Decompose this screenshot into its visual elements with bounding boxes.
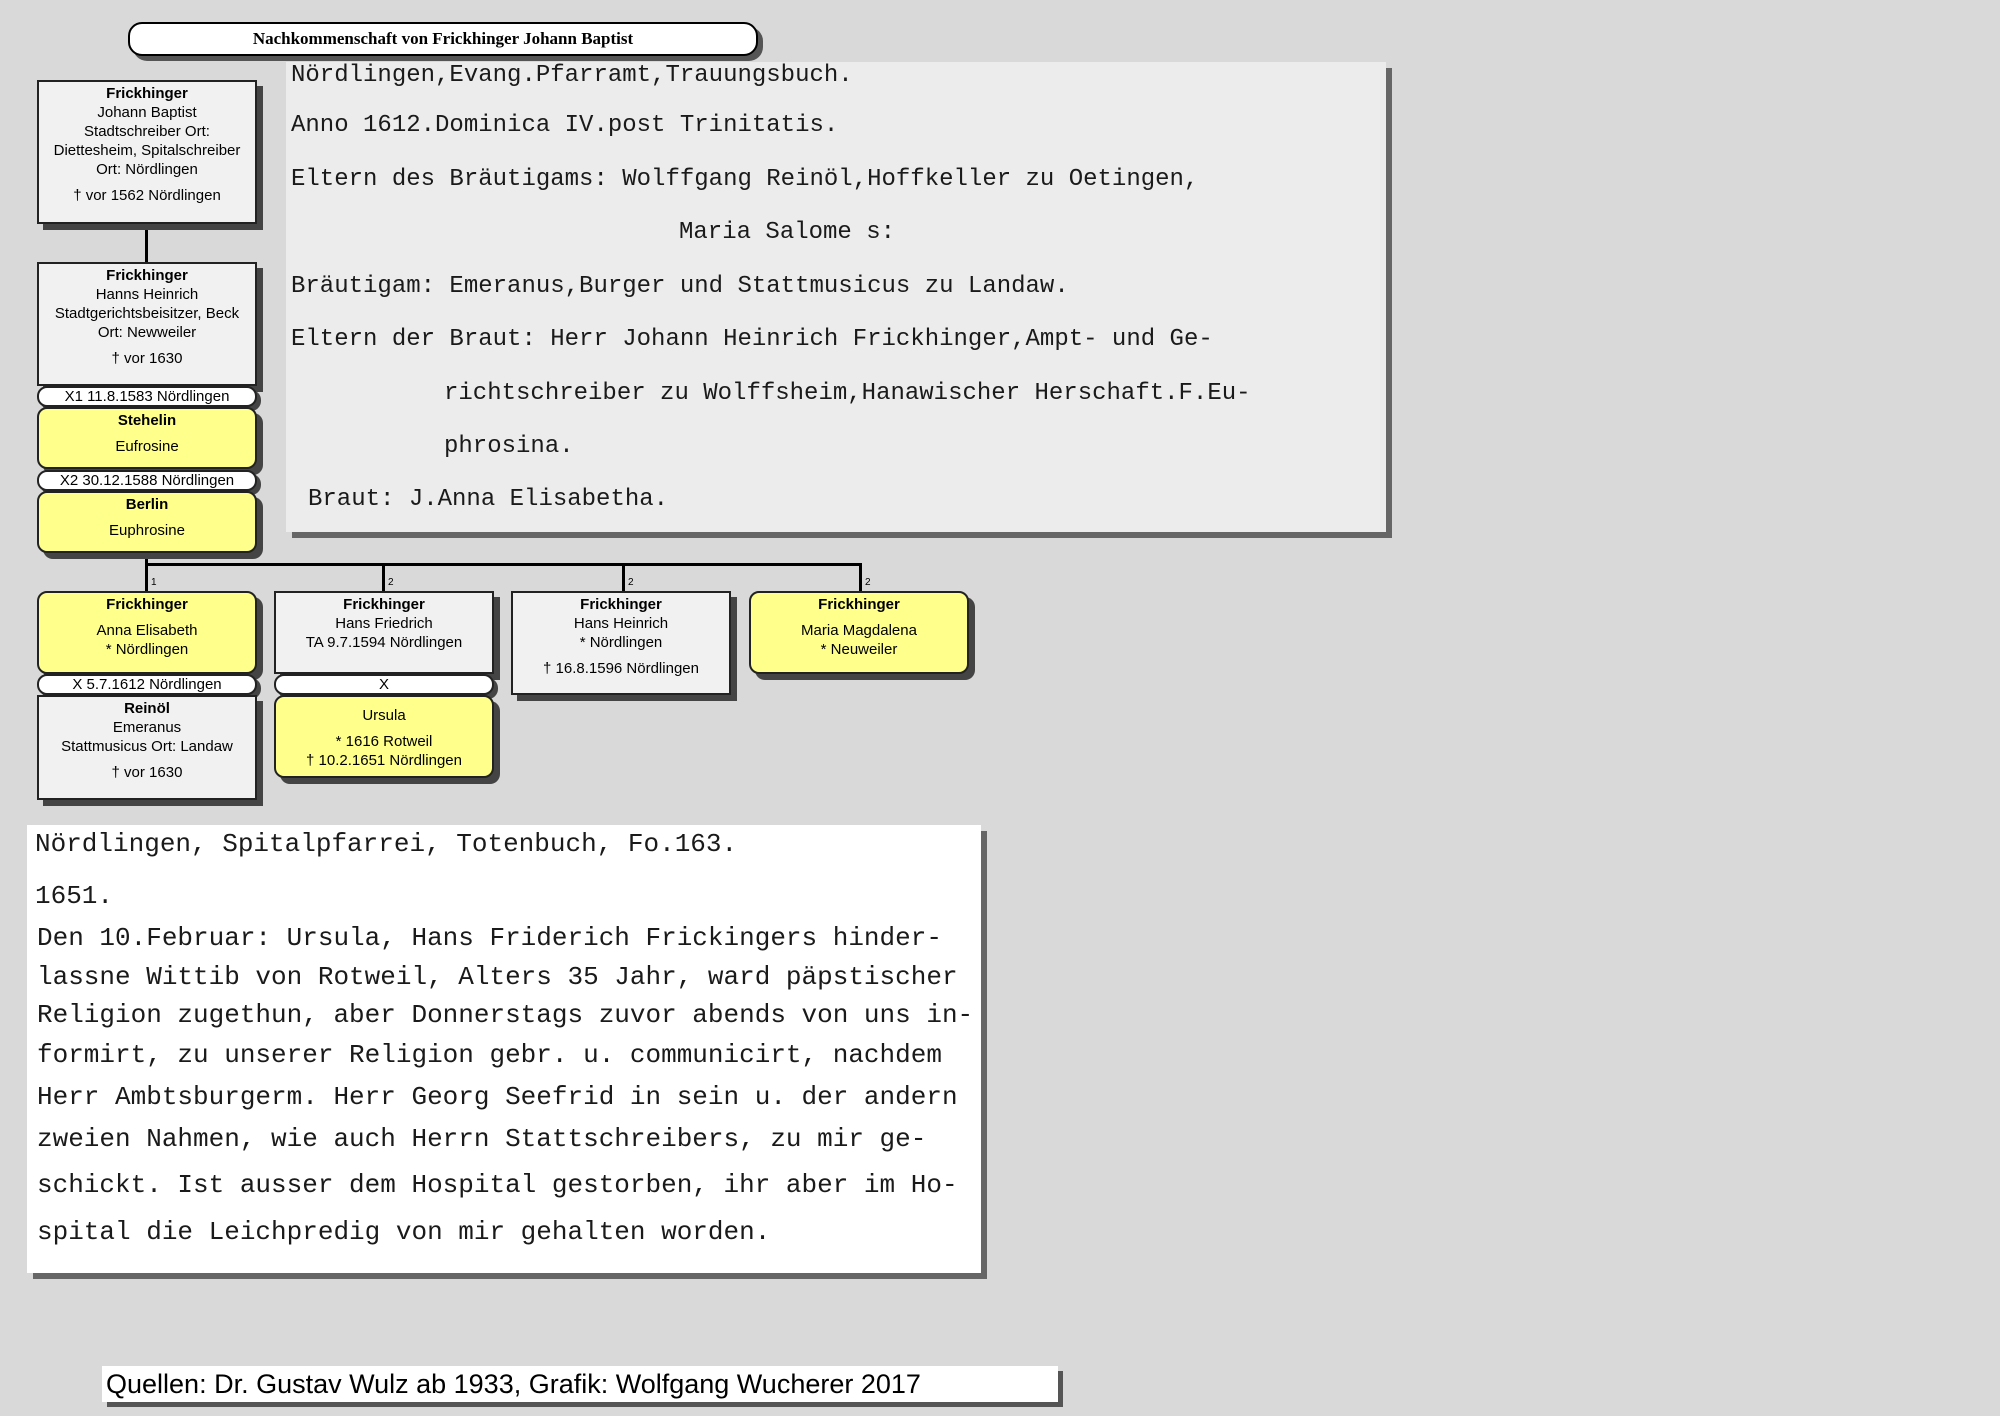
detail: Ort: Nördlingen (96, 161, 198, 178)
surname: Frickhinger (818, 596, 900, 613)
given-name: Johann Baptist (97, 104, 197, 121)
surname: Stehelin (117, 412, 177, 429)
doc-line: Religion zugethun, aber Donnerstags zuvor abends von uns in- (37, 1000, 974, 1030)
person-maria-magdalena (749, 591, 969, 674)
connector-line (382, 563, 385, 591)
doc-line: Den 10.Februar: Ursula, Hans Friderich Frickingers hinder- (37, 923, 942, 953)
surname: Frickhinger (106, 267, 188, 284)
given-name: Euphrosine (109, 522, 185, 539)
detail: Stattmusicus Ort: Landaw (61, 738, 233, 755)
child-marker: 2 (388, 577, 394, 588)
connector-line (622, 563, 625, 591)
given-name: Maria Magdalena (801, 622, 917, 639)
given-name: Eufrosine (115, 438, 179, 455)
marriage-label: X1 11.8.1583 Nördlingen (37, 386, 257, 407)
marriage-register-excerpt (286, 62, 1386, 532)
person-hans-friedrich (274, 591, 494, 674)
death-register-excerpt (27, 825, 981, 1273)
chart-title: Nachkommenschaft von Frickhinger Johann Baptist (128, 22, 758, 56)
connector-line (145, 224, 148, 262)
death-date: † 16.8.1596 Nördlingen (543, 660, 699, 677)
detail: Stadtschreiber Ort: (84, 123, 210, 140)
doc-line: Eltern des Bräutigams: Wolffgang Reinöl,Hoffkeller zu Oetingen, (291, 166, 1199, 193)
child-marker: 2 (865, 577, 871, 588)
doc-line: Braut: J.Anna Elisabetha. (308, 486, 669, 513)
sources-credit: Quellen: Dr. Gustav Wulz ab 1933, Grafik: Wolfgang Wucherer 2017 (102, 1366, 1058, 1402)
surname: Frickhinger (106, 85, 188, 102)
doc-line: Nördlingen,Evang.Pfarramt,Trauungsbuch. (291, 62, 853, 89)
doc-line: phrosina. (444, 433, 574, 460)
person-hans-heinrich (511, 591, 731, 695)
doc-line: Nördlingen, Spitalpfarrei, Totenbuch, Fo.163. (35, 829, 738, 859)
death-date: † vor 1562 Nördlingen (73, 187, 221, 204)
given-name: Ursula (362, 707, 406, 724)
doc-line: Bräutigam: Emeranus,Burger und Stattmusicus zu Landaw. (291, 273, 1069, 300)
connector-line (145, 563, 862, 566)
doc-line: 1651. (35, 881, 114, 911)
given-name: Hans Heinrich (573, 615, 669, 632)
death-date: † 10.2.1651 Nördlingen (306, 752, 462, 769)
given-name: Hans Friedrich (335, 615, 433, 632)
surname: Reinöl (124, 700, 170, 717)
death-date: † vor 1630 (111, 350, 183, 367)
baptism-info: TA 9.7.1594 Nördlingen (305, 634, 463, 651)
person-stehelin (37, 407, 257, 469)
child-marker: 1 (151, 577, 157, 588)
detail: Ort: Newweiler (97, 324, 197, 341)
marriage-label: X (274, 674, 494, 695)
detail: Stadtgerichtsbeisitzer, Beck (54, 305, 240, 322)
marriage-label: X2 30.12.1588 Nördlingen (37, 470, 257, 491)
birth-info: * Neuweiler (820, 641, 898, 658)
person-ursula (274, 695, 494, 778)
doc-line: Anno 1612.Dominica IV.post Trinitatis. (291, 112, 839, 139)
doc-line: schickt. Ist ausser dem Hospital gestorben, ihr aber im Ho- (37, 1170, 958, 1200)
given-name: Hanns Heinrich (95, 286, 199, 303)
surname: Berlin (125, 496, 169, 513)
doc-line: Maria Salome s: (679, 219, 896, 246)
birth-info: * Nördlingen (579, 634, 663, 651)
connector-line (859, 563, 862, 591)
person-johann-baptist (37, 80, 257, 224)
surname: Frickhinger (106, 596, 188, 613)
doc-line: Herr Ambtsburgerm. Herr Georg Seefrid in sein u. der andern (37, 1082, 958, 1112)
doc-line: lassne Wittib von Rotweil, Alters 35 Jahr, ward päpstischer (37, 962, 958, 992)
doc-line: Eltern der Braut: Herr Johann Heinrich Frickhinger,Ampt- und Ge- (291, 326, 1213, 353)
doc-line: zweien Nahmen, wie auch Herrn Stattschreibers, zu mir ge- (37, 1124, 927, 1154)
birth-info: * Nördlingen (105, 641, 189, 658)
given-name: Anna Elisabeth (96, 622, 198, 639)
death-date: † vor 1630 (111, 764, 183, 781)
detail: Diettesheim, Spitalschreiber (53, 142, 241, 159)
person-berlin (37, 491, 257, 553)
connector-line (145, 563, 148, 591)
person-reinoel (37, 695, 257, 800)
doc-line: richtschreiber zu Wolffsheim,Hanawischer Herschaft.F.Eu- (444, 380, 1251, 407)
doc-line: spital die Leichpredig von mir gehalten worden. (37, 1217, 771, 1247)
birth-info: * 1616 Rotweil (335, 733, 433, 750)
marriage-label: X 5.7.1612 Nördlingen (37, 674, 257, 695)
doc-line: formirt, zu unserer Religion gebr. u. communicirt, nachdem (37, 1040, 942, 1070)
given-name: Emeranus (112, 719, 182, 736)
child-marker: 2 (628, 577, 634, 588)
person-hanns-heinrich (37, 262, 257, 386)
surname: Frickhinger (580, 596, 662, 613)
surname: Frickhinger (343, 596, 425, 613)
person-anna-elisabeth (37, 591, 257, 674)
